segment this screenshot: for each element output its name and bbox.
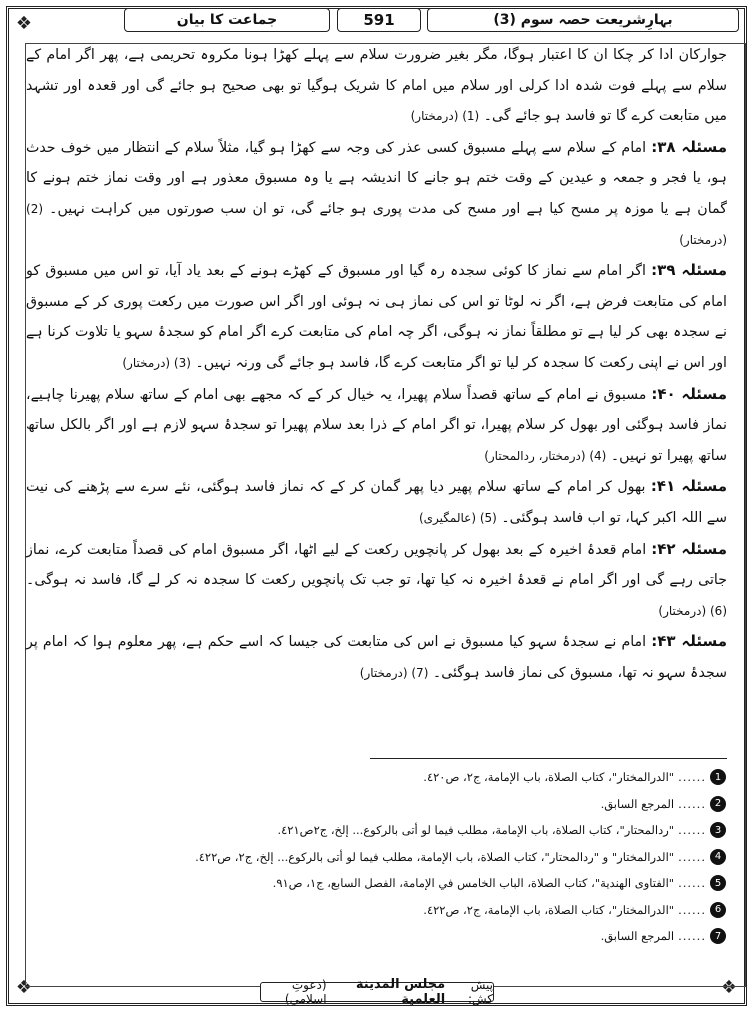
paragraph [26,534,727,627]
paragraph [26,626,727,688]
paragraph [26,132,727,255]
main-text [26,40,727,688]
footnote-leader: ...... [678,929,706,944]
footnote-text: "ردالمحتار"، كتاب الصلاة، باب الإمامة، مطلب فيما لو أتى بالركوع... إلخ، ج٢ص٤٢١. [277,823,675,838]
footnote [26,923,726,950]
masla-label: مسئلہ ۴۰: [651,384,727,403]
footnote-number: 7 [710,928,726,944]
reference: (5) (عالمگیری) [418,510,497,525]
footnote-text: "الدرالمختار" و "ردالمحتار"، كتاب الصلاة، باب الإمامة، مطلب فيما لو أتى بالركوع... إلخ، ج٢، ص٤٢٢. [195,849,675,864]
footnote-number: 5 [710,875,726,891]
footnote-number: 6 [710,902,726,918]
chapter-title: جماعت کا بیان [124,8,330,32]
paragraph [26,379,727,472]
reference: (3) (درمختار) [122,355,191,370]
footnote-leader: ...... [678,823,706,838]
ornament-icon: ❖ [15,977,33,998]
masla-label: مسئلہ ۳۹: [651,261,728,280]
publisher-subtitle: (دعوتِ اسلامی) [284,978,327,1006]
ornament-icon: ❖ [15,13,33,34]
paragraph [26,255,727,378]
masla-label: مسئلہ ۳۸: [651,137,727,156]
paragraph [26,471,727,533]
footnote-number: 1 [710,769,726,785]
page-number: 591 [337,8,421,32]
masla-label: مسئلہ ۴۲: [651,539,727,558]
paragraph-text: بھول کر امام کے ساتھ سلام پھیر دیا پھر گمان کر کے کہ نماز فاسد ہوگئی، نئے سرے سے پڑھنے کی نیت سے اللہ اکبر کہا، تو اب فاسد ہوگئی۔ [26,479,727,526]
footnote-text: "الفتاوى الهندية"، كتاب الصلاة، الباب الخامس في الإمامة، الفصل السابع، ج١، ص٩١. [272,876,675,891]
footnote-leader: ...... [678,796,706,811]
footnote-number: 3 [710,822,726,838]
footnote-divider [370,758,727,759]
publisher-footer [260,977,494,1007]
paragraph-text: اگر امام سے نماز کا کوئی سجدہ رہ گیا اور مسبوق کے کھڑے ہونے کے بعد یاد آیا، تو اس میں مسبوق کو امام کی متابعت فرض ہے، اگر نہ لوٹا تو اس کی نماز ہی نہ ہوئی اور اگر اس صورت میں رکعت پوری کر کے مسبوق نے سجدہ بھی کر لیا ہے تو مطلقاً نماز نہ ہوگی، اگر چہ امام کی متابعت کرے اگر امام کو سجدۂ سہو یا تلاوت کرنا ہے اور اس نے اپنی رکعت کا سجدہ کر لیا تو اگر متابعت کرے گا، فاسد ہو جائے گی ورنہ نہیں۔ [26,263,727,371]
paragraph-text: امام کے سلام سے پہلے مسبوق کسی عذر کی وجہ سے کھڑا ہو گیا، مثلاً سلام کے انتظار میں خوف حدث ہو، یا فجر و جمعہ و عیدین کے وقت ختم ہو جانے کا اندیشہ ہے یا وہ مسبوق معذور ہے اور وقت نماز ختم ہونے کا گمان ہے یا موزہ پر مسح کیا ہے اور مسح کی مدت پوری ہو جائے گی، تو ان سب صورتوں میں کراہت نہیں۔ [26,139,728,217]
footnote-leader: ...... [678,876,706,891]
reference: (4) (درمختار، ردالمحتار) [484,448,607,463]
reference: (7) (درمختار) [359,665,429,680]
paragraph [26,40,727,132]
footnote [26,870,726,897]
masla-label: مسئلہ ۴۳: [651,632,727,651]
paragraph-text: امام قعدۂ اخیرہ کے بعد بھول کر پانچویں رکعت کے لیے اٹھا، اگر مسبوق امام کی قصداً متابعت کرے، نماز جاتی رہے گی اور اگر امام نے قعدۂ اخیرہ نہ کیا تھا، تو جب تک پانچویں رکعت کا سجدہ نہ کر لے گا، فاسد نہ ہوگی۔ [26,541,727,589]
footnote [26,897,726,924]
reference: (6) (درمختار) [658,603,727,618]
footnote-text: المرجع السابق. [600,796,675,811]
footnotes [26,764,726,950]
footnote-number: 2 [710,796,726,812]
footnote-leader: ...... [678,849,706,864]
footnote-text: "الدرالمختار"، كتاب الصلاة، باب الإمامة، ج٢، ص٤٢٠. [423,770,675,785]
paragraph-text: امام نے سجدۂ سہو کیا مسبوق نے اس کی متابعت کی جیسا کہ اسے حکم ہے، پھر معلوم ہوا کہ امام پر سجدۂ سہو نہ تھا، مسبوق کی نماز فاسد ہوگئی۔ [26,634,727,681]
book-title: بہارِشریعت حصہ سوم (3) [427,8,739,32]
footnote-text: "الدرالمختار"، كتاب الصلاة، باب الإمامة، ج٢، ص٤٢٢. [423,902,675,917]
footnote-text: المرجع السابق. [600,929,675,944]
reference: (1) (درمختار) [410,109,480,124]
publisher-name: مجلس المدينة العلمية [355,977,446,1007]
footnote [26,764,726,791]
footnote [26,817,726,844]
paragraph-text: جوارکان ادا کر چکا ان کا اعتبار ہوگا، مگر بغیر ضرورت سلام سے پہلے کھڑا ہونا مکروہ تحریمی ہے، پھر اگر امام کے سلام سے پہلے فوت شدہ ادا کرلی اور سلام میں امام کا شریک ہوگیا تو بھی صحیح ہو جائے گی اور قعدہ اور تشہد میں متابعت کرے گا تو فاسد ہو جائے گی۔ [26,47,727,125]
footnote [26,844,726,871]
footnote-leader: ...... [678,770,706,785]
ornament-icon: ❖ [720,977,738,998]
footnote-leader: ...... [678,902,706,917]
footnote [26,791,726,818]
paragraph-text: مسبوق نے امام کے ساتھ قصداً سلام پھیرا، یہ خیال کر کے کہ مجھے بھی امام کے ساتھ سلام پھیرنا چاہیے، نماز فاسد ہوگئی اور بھول کر سلام پھیرا، تو اگر امام کے ذرا بعد سلام پھیرا تو سجدۂ سہو لازم ہے اور اگر بالکل ساتھ ساتھ پھیرا تو نہیں۔ [26,386,727,464]
presented-by-label: پیش کش: [467,978,493,1006]
reference: (2) (درمختار) [26,201,727,247]
footnote-number: 4 [710,849,726,865]
masla-label: مسئلہ ۴۱: [650,477,727,496]
